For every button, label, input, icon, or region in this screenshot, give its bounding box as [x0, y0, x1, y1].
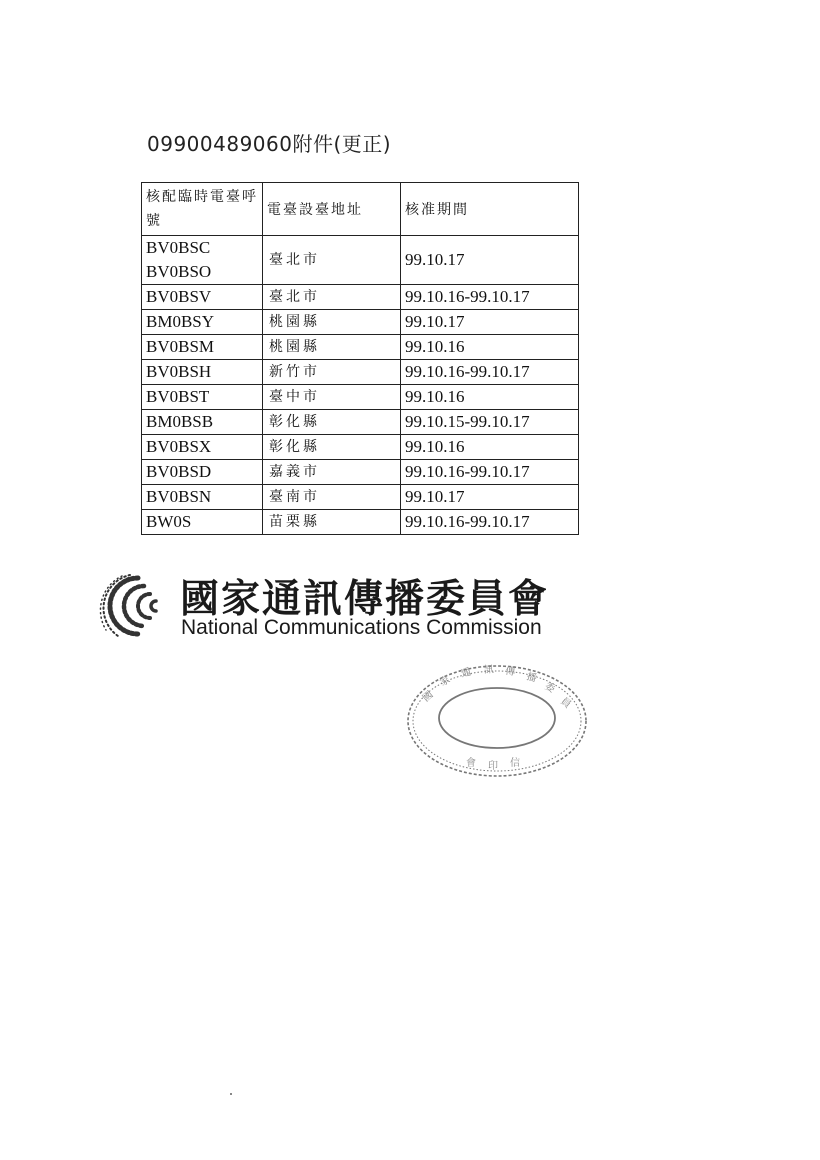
ncc-logo — [98, 566, 598, 646]
svg-text:家: 家 — [438, 674, 453, 689]
period-cell: 99.10.15-99.10.17 — [401, 410, 579, 435]
callsign-cell: BV0BST — [142, 385, 263, 410]
header-period: 核准期間 — [401, 183, 579, 236]
address-cell: 桃園縣 — [263, 310, 401, 335]
header-callsign: 核配臨時電臺呼號 — [142, 183, 263, 236]
svg-text:訊: 訊 — [483, 664, 495, 676]
svg-text:信: 信 — [510, 758, 520, 769]
period-cell: 99.10.17 — [401, 485, 579, 510]
table-row — [142, 360, 579, 385]
official-seal-icon — [404, 662, 590, 780]
period-cell: 99.10.16-99.10.17 — [401, 360, 579, 385]
period-cell: 99.10.16-99.10.17 — [401, 285, 579, 310]
callsign-cell: BV0BSD — [142, 460, 263, 485]
address-cell: 臺中市 — [263, 385, 401, 410]
address-cell: 苗栗縣 — [263, 510, 401, 535]
svg-text:員: 員 — [558, 695, 573, 711]
period-cell: 99.10.16 — [401, 385, 579, 410]
period-cell: 99.10.16 — [401, 435, 579, 460]
period-cell: 99.10.16-99.10.17 — [401, 510, 579, 535]
table-header-row — [142, 183, 579, 236]
period-cell: 99.10.16 — [401, 335, 579, 360]
address-cell: 嘉義市 — [263, 460, 401, 485]
table-row — [142, 460, 579, 485]
table-row — [142, 485, 579, 510]
period-cell: 99.10.16-99.10.17 — [401, 460, 579, 485]
table-row — [142, 510, 579, 535]
table-row — [142, 435, 579, 460]
address-cell: 臺南市 — [263, 485, 401, 510]
address-cell: 臺北市 — [263, 236, 401, 285]
callsign: BV0BSC — [146, 238, 211, 257]
period-cell: 99.10.17 — [401, 310, 579, 335]
header-address: 電臺設臺地址 — [263, 183, 401, 236]
callsign-cell: BV0BSX — [142, 435, 263, 460]
document-heading: 09900489060附件(更正) — [147, 132, 392, 156]
address-cell: 桃園縣 — [263, 335, 401, 360]
address-cell: 彰化縣 — [263, 435, 401, 460]
callsign-table — [141, 182, 579, 535]
period-cell: 99.10.17 — [401, 236, 579, 285]
svg-text:會: 會 — [466, 758, 476, 769]
table-row — [142, 236, 579, 285]
svg-text:傳: 傳 — [504, 666, 516, 679]
table-row — [142, 385, 579, 410]
callsign-cell: BV0BSN — [142, 485, 263, 510]
callsign-cell: BW0S — [142, 510, 263, 535]
address-cell: 彰化縣 — [263, 410, 401, 435]
callsign-cell: BM0BSY — [142, 310, 263, 335]
table-row — [142, 310, 579, 335]
callsign-cell: BV0BSH — [142, 360, 263, 385]
callsign-cell — [142, 236, 263, 285]
callsign-cell: BV0BSV — [142, 285, 263, 310]
table-row — [142, 335, 579, 360]
svg-text:國: 國 — [420, 689, 436, 705]
callsign-cell: BM0BSB — [142, 410, 263, 435]
logo-chinese-name: 國家通訊傳播委員會 — [180, 577, 550, 622]
svg-text:印: 印 — [488, 761, 498, 772]
callsign-cell: BV0BSM — [142, 335, 263, 360]
ncc-wave-logo-icon — [98, 570, 170, 642]
table-row — [142, 285, 579, 310]
logo-english-name: National Communications Commission — [181, 616, 542, 639]
scan-speck — [230, 1093, 232, 1095]
svg-text:播: 播 — [525, 671, 538, 685]
table-row — [142, 410, 579, 435]
address-cell: 臺北市 — [263, 285, 401, 310]
svg-text:委: 委 — [542, 680, 557, 696]
svg-text:通: 通 — [459, 666, 473, 680]
address-cell: 新竹市 — [263, 360, 401, 385]
callsign: BV0BSO — [146, 262, 212, 281]
